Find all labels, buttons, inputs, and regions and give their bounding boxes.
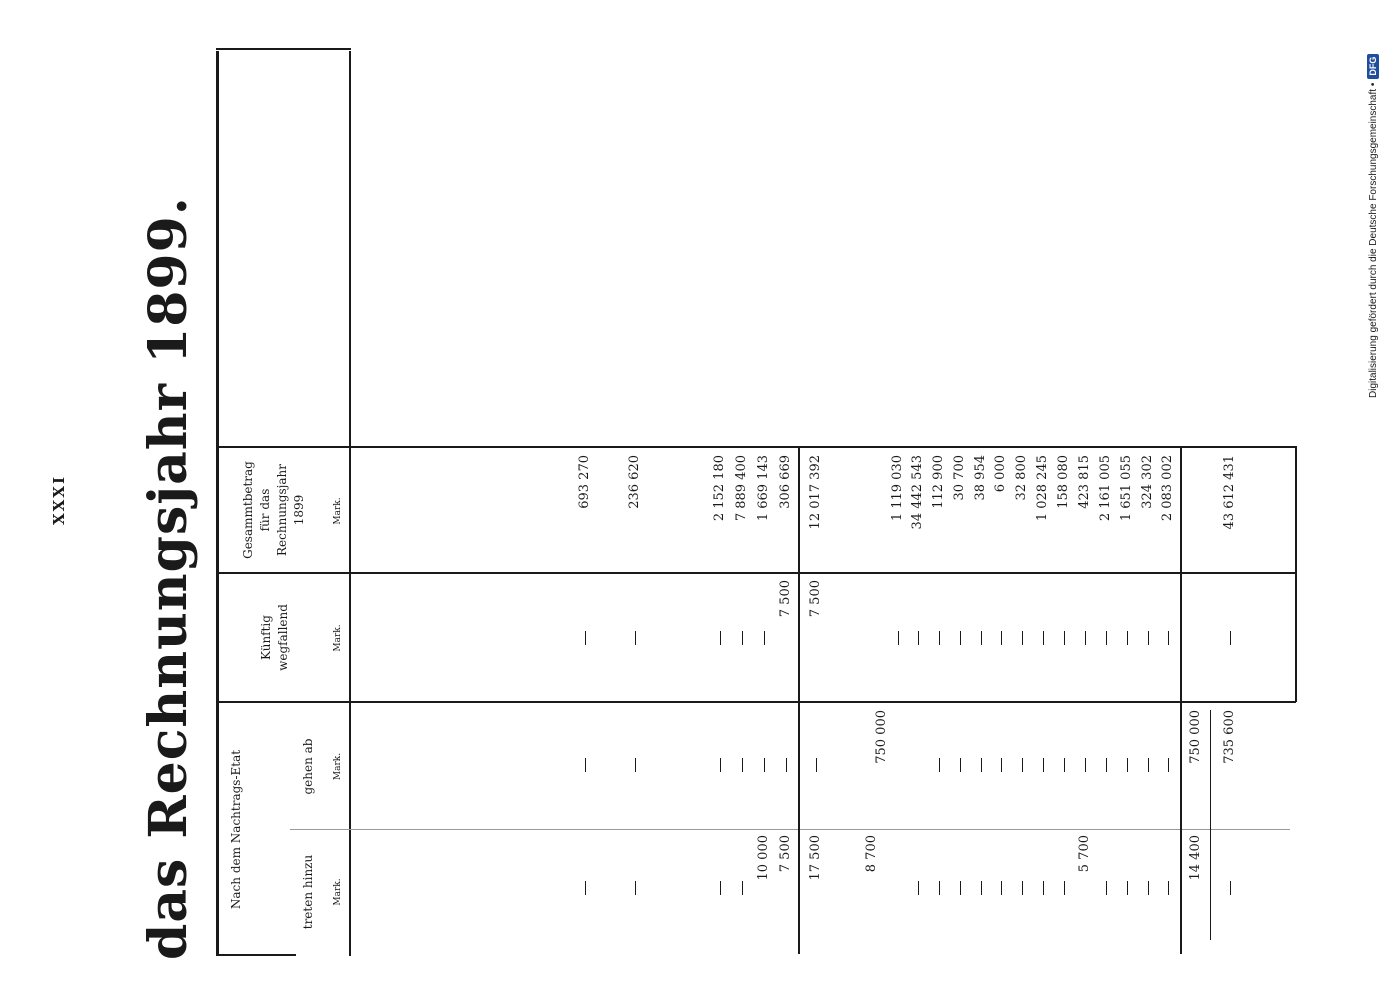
cell-g2-r2-gesamt: 34 442 543 <box>910 455 925 530</box>
dash-g2-r9-kw <box>1064 631 1065 645</box>
dash-g2-r5-ab <box>981 758 982 772</box>
cell-r5-hinzu: 10 000 <box>756 835 771 881</box>
cell-g2-r8-gesamt: 1 028 245 <box>1035 455 1050 522</box>
header-unit-kw: Mark. <box>333 624 343 652</box>
dash-g2-r7-ab <box>1022 758 1023 772</box>
dash-r2-ab <box>635 758 636 772</box>
dash-g2-r3-hinzu <box>939 881 940 895</box>
cell-g2-r10-hinzu: 5 700 <box>1077 835 1092 873</box>
cell-subtotal-hinzu: 17 500 <box>808 835 823 881</box>
cell-r1-gesamt: 693 270 <box>577 455 592 509</box>
cell-g2-r1-gesamt: 1 119 030 <box>890 455 905 522</box>
dash-g2-r13-ab <box>1148 758 1149 772</box>
header-kuenftig-wegfallend: Künftig wegfallend <box>259 604 290 671</box>
cell-g2-r1-ab: 750 000 <box>874 710 889 764</box>
dash-g2-r9-hinzu <box>1064 881 1065 895</box>
col-sep-hinzu-ab <box>290 829 1290 830</box>
page-title: das Rechnungsjahr 1899. <box>138 196 199 960</box>
cell-r6-hinzu: 7 500 <box>778 835 793 873</box>
dash-r2-kw <box>635 631 636 645</box>
dash-total-net-hinzu <box>1230 881 1231 895</box>
dash-g2-r5-hinzu <box>981 881 982 895</box>
dash-g2-r4-hinzu <box>960 881 961 895</box>
dash-g2-r3-kw <box>939 631 940 645</box>
dash-r3-ab <box>720 758 721 772</box>
dash-r3-hinzu <box>720 881 721 895</box>
col-sep-gesamt-rest <box>216 446 1296 448</box>
dash-g2-r6-hinzu <box>1001 881 1002 895</box>
dash-r1-hinzu <box>585 881 586 895</box>
header-unit-hinzu: Mark. <box>333 878 343 906</box>
table-bottom-rule <box>1295 446 1297 702</box>
cell-total-ab: 750 000 <box>1188 710 1203 764</box>
dash-g2-r4-ab <box>960 758 961 772</box>
cell-g2-r11-gesamt: 2 161 005 <box>1098 455 1113 522</box>
dash-g2-r9-ab <box>1064 758 1065 772</box>
cell-g2-r10-gesamt: 423 815 <box>1077 455 1092 509</box>
digitization-credit <box>1363 8 1383 398</box>
cell-r3-gesamt: 2 152 180 <box>712 455 727 522</box>
dash-g2-r14-kw <box>1168 631 1169 645</box>
cell-subtotal-gesamt: 12 017 392 <box>808 455 823 530</box>
cell-g2-r6-gesamt: 6 000 <box>993 455 1008 493</box>
table-top-rule <box>216 51 219 956</box>
cell-total-hinzu: 14 400 <box>1188 835 1203 881</box>
dash-g2-r11-ab <box>1106 758 1107 772</box>
dash-g2-r12-ab <box>1127 758 1128 772</box>
header-bottom-rule <box>349 51 351 956</box>
dash-g2-r14-hinzu <box>1168 881 1169 895</box>
total-rule <box>1180 448 1182 954</box>
dash-g2-r8-kw <box>1043 631 1044 645</box>
dash-r6-ab <box>786 758 787 772</box>
dash-r5-kw <box>764 631 765 645</box>
dash-g2-r13-hinzu <box>1148 881 1149 895</box>
dash-g2-r7-hinzu <box>1022 881 1023 895</box>
dash-g2-r1-kw <box>898 631 899 645</box>
dash-g2-r14-ab <box>1168 758 1169 772</box>
dfg-logo-badge: DFG <box>1367 54 1379 79</box>
dash-g2-r8-hinzu <box>1043 881 1044 895</box>
cell-total-gesamt: 43 612 431 <box>1222 455 1237 530</box>
header-gehen-ab: gehen ab <box>301 738 315 795</box>
cell-g2-r3-gesamt: 112 900 <box>931 455 946 509</box>
dash-r4-ab <box>742 758 743 772</box>
dash-g2-r13-kw <box>1148 631 1149 645</box>
page-number: XXXI <box>50 475 68 525</box>
dash-r1-ab <box>585 758 586 772</box>
col-sep-right <box>216 48 351 50</box>
cell-g2-r12-gesamt: 1 651 055 <box>1119 455 1134 522</box>
dash-r4-kw <box>742 631 743 645</box>
col-sep-ab-kw <box>216 701 1296 703</box>
header-gesammtbetrag: Gesammtbetrag für das Rechnungsjahr 1899 <box>241 461 306 559</box>
dash-g2-r6-kw <box>1001 631 1002 645</box>
dash-g2-r11-hinzu <box>1106 881 1107 895</box>
digitization-text: Digitalisierung gefördert durch die Deutsche Forschungsgemeinschaft • <box>1367 82 1379 398</box>
dash-g2-r4-kw <box>960 631 961 645</box>
cell-g2-r7-gesamt: 32 800 <box>1014 455 1029 501</box>
brace-rule <box>1210 710 1211 940</box>
cell-g2-r5-gesamt: 38 954 <box>973 455 988 501</box>
header-treten-hinzu: treten hinzu <box>301 854 315 930</box>
dash-g2-r2-hinzu <box>918 881 919 895</box>
cell-r6-gesamt: 306 669 <box>778 455 793 509</box>
dash-g2-r3-ab <box>939 758 940 772</box>
cell-r5-gesamt: 1 669 143 <box>756 455 771 522</box>
header-unit-ab: Mark. <box>333 752 343 781</box>
dash-g2-r10-ab <box>1085 758 1086 772</box>
dash-r4-hinzu <box>742 881 743 895</box>
dash-g2-r2-kw <box>918 631 919 645</box>
header-unit-gesamt: Mark. <box>333 497 343 525</box>
cell-total-net-ab: 735 600 <box>1222 710 1237 764</box>
cell-g2-r9-gesamt: 158 080 <box>1056 455 1071 509</box>
dash-g2-r12-kw <box>1127 631 1128 645</box>
dash-g2-r6-ab <box>1001 758 1002 772</box>
dash-r1-kw <box>585 631 586 645</box>
dash-subtotal-ab <box>816 758 817 772</box>
subtotal-rule <box>798 448 800 954</box>
dash-g2-r12-hinzu <box>1127 881 1128 895</box>
cell-r4-gesamt: 7 889 400 <box>734 455 749 522</box>
dash-g2-r10-kw <box>1085 631 1086 645</box>
dash-g2-r8-ab <box>1043 758 1044 772</box>
cell-g2-r4-gesamt: 30 700 <box>952 455 967 501</box>
cell-subtotal-kw: 7 500 <box>808 580 823 618</box>
dash-r2-hinzu <box>635 881 636 895</box>
cell-g2-r13-gesamt: 324 302 <box>1140 455 1155 509</box>
dash-r5-ab <box>764 758 765 772</box>
header-nachtrags-etat: Nach dem Nachtrags-Etat <box>229 749 243 910</box>
dash-g2-r7-kw <box>1022 631 1023 645</box>
dash-g2-r5-kw <box>981 631 982 645</box>
table-left-border <box>216 954 296 956</box>
dash-r3-kw <box>720 631 721 645</box>
cell-g2-r14-gesamt: 2 083 002 <box>1160 455 1175 522</box>
cell-r6-kw: 7 500 <box>778 580 793 618</box>
dash-total-kw <box>1230 631 1231 645</box>
dash-g2-r11-kw <box>1106 631 1107 645</box>
cell-g2-r1-hinzu: 8 700 <box>864 835 879 873</box>
cell-r2-gesamt: 236 620 <box>627 455 642 509</box>
